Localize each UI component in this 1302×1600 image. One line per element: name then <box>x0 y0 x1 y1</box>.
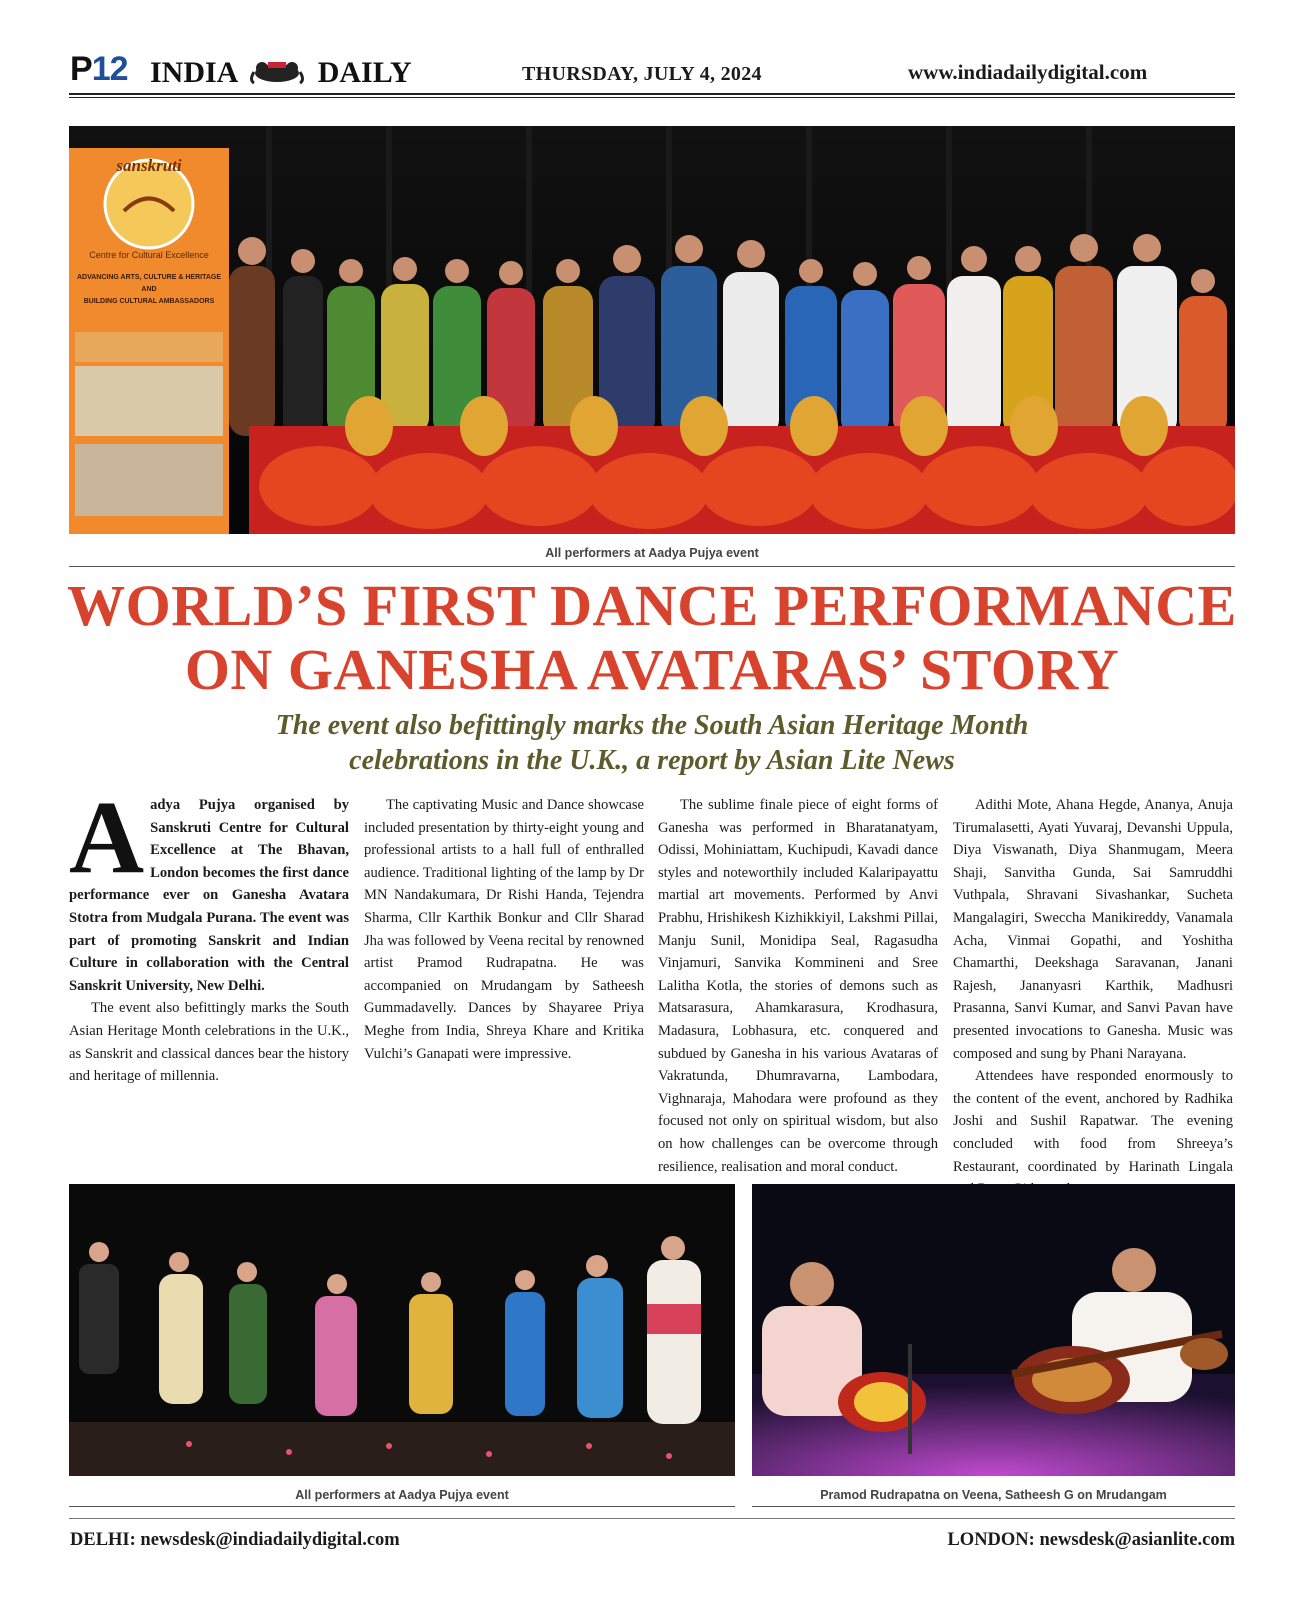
bottom-right-caption: Pramod Rudrapatna on Veena, Satheesh G on Mrudangam <box>820 1488 1167 1502</box>
bottom-left-caption: All performers at Aadya Pujya event <box>295 1488 509 1502</box>
masthead-rule-thin <box>69 97 1235 98</box>
footer-delhi-contact[interactable]: DELHI: newsdesk@indiadailydigital.com <box>70 1530 400 1550</box>
dancers-photo <box>69 1184 735 1476</box>
paragraph: The sublime finale piece of eight forms of Ganesha was performed in Bharatanatyam, Odissi, Mohiniattam, Kuchipudi, Kavadi dance styles and noteworthily included Kalaripayattu martial art movements. Performed by Anvi Prabhu, Hrishikesh Kizhikkiyil, Lakshmi Pillai, Manju Sunil, Monidipa Seal, Ragasudha Vinjamuri, Sanvika Kommineni and Sree Lalitha Kotla, the stories of demons such as Matsarasura, Ahamkarasura, Krodhasura, Madasura, Lobhasura, etc. conquered and subdued by Ganesha in his various Avataras of Vakratunda, Dhumravarna, Lambodara, Vighnaraja, Mahodara were profound as they focused not only on spiritual wisdom, but also on how challenges can be overcome through resilience, realisation and moral conduct. <box>658 797 938 1175</box>
article-column-3 <box>658 794 938 1178</box>
article-column-4 <box>953 794 1233 1201</box>
banner-tagline: ADVANCING ARTS, CULTURE & HERITAGE AND BUILDING CULTURAL AMBASSADORS <box>76 274 222 305</box>
caption-rule <box>69 1506 735 1507</box>
brand-india: INDIA <box>150 56 237 89</box>
banner-title: sanskruti <box>116 156 182 175</box>
paragraph: The event also befittingly marks the South Asian Heritage Month celebrations in the U.K., as Sanskrit and classical dances bear the history and heritage of millennia. <box>69 1000 349 1085</box>
issue-date: THURSDAY, JULY 4, 2024 <box>522 63 762 85</box>
caption-rule <box>69 566 1235 567</box>
lead-paragraph: Aadya Pujya organised by Sanskruti Centre for Cultural Excellence at The Bhavan, London becomes the first dance performance ever on Ganesha Avatara Stotra from Mudgala Purana. The event was part of promoting Sanskrit and Indian Culture in collaboration with the Central Sanskrit University, New Delhi. <box>69 780 349 994</box>
article-column-2 <box>364 794 644 1065</box>
banner-subtitle: Centre for Cultural Excellence <box>89 250 209 260</box>
paragraph: Attendees have responded enormously to the content of the event, anchored by Radhika Joshi and Sushil Rapatwar. The evening concluded with food from Shreeya’s Restaurant, coordinated by Harinath Lingala <box>953 1068 1233 1175</box>
masthead-rule <box>69 93 1235 95</box>
article-headline: WORLD’S FIRST DANCE PERFORMANCE ON GANESHA AVATARAS’ STORY <box>67 573 1237 702</box>
page-number: P12 <box>70 50 128 88</box>
brand-daily: DAILY <box>317 56 412 89</box>
article-column-1 <box>69 780 349 1088</box>
caption-rule <box>752 1506 1235 1507</box>
musicians-photo <box>752 1184 1235 1476</box>
footer-london-contact[interactable]: LONDON: newsdesk@asianlite.com <box>947 1530 1235 1550</box>
article-subheadline: The event also befittingly marks the South Asian Heritage Month celebrations in the U.K., a report by Asian Lite News <box>275 710 1029 776</box>
elephant-emblem-icon <box>248 58 306 92</box>
masthead-logo <box>150 56 412 92</box>
website-link[interactable]: www.indiadailydigital.com <box>908 60 1148 84</box>
drop-cap: A <box>69 780 145 895</box>
paragraph: The captivating Music and Dance showcase included presentation by thirty-eight young and professional artists to a hall full of enthralled audience. Traditional lighting of the lamp by Dr MN Nandakumara, Dr Rishi Handa, Tejendra Sharma, Cllr Karthik Bonkur and Cllr Sharad Jha was followed by Veena recital by renowned artist Pramod Rudrapatna. He was accompanied on Mrudangam by Satheesh Gummadavelly. Dances by Shayaree Priya Meghe from India, Shreya Khare and Kritika Vulchi’s Ganapati were impressive. <box>364 797 644 1062</box>
group-photo <box>69 126 1235 534</box>
footer-rule <box>69 1518 1235 1519</box>
paragraph: Adithi Mote, Ahana Hegde, Ananya, Anuja Tirumalasetti, Ayati Yuvaraj, Devanshi Uppula, Diya Viswanath, Diya Shanmugam, Meera Shaji, Sanvitha Gunda, Sai Samruddhi Vuthpala, Shravani Sivashankar, Sucheta Mangalagiri, Sweccha Manikireddy, Vanamala Acha, Vinmai Gopathi, and Yoshitha Chamarthi, Deekshaga Saravanan, Janani Rajesh, Jananyasri Karthik, Madhusri Prasanna, Sanvi Kumar, and Sanvi Pavan have presented invocations to Ganesha. Music was composed and sung by Phani Narayana. <box>953 797 1233 1062</box>
top-photo-caption: All performers at Aadya Pujya event <box>545 546 759 560</box>
